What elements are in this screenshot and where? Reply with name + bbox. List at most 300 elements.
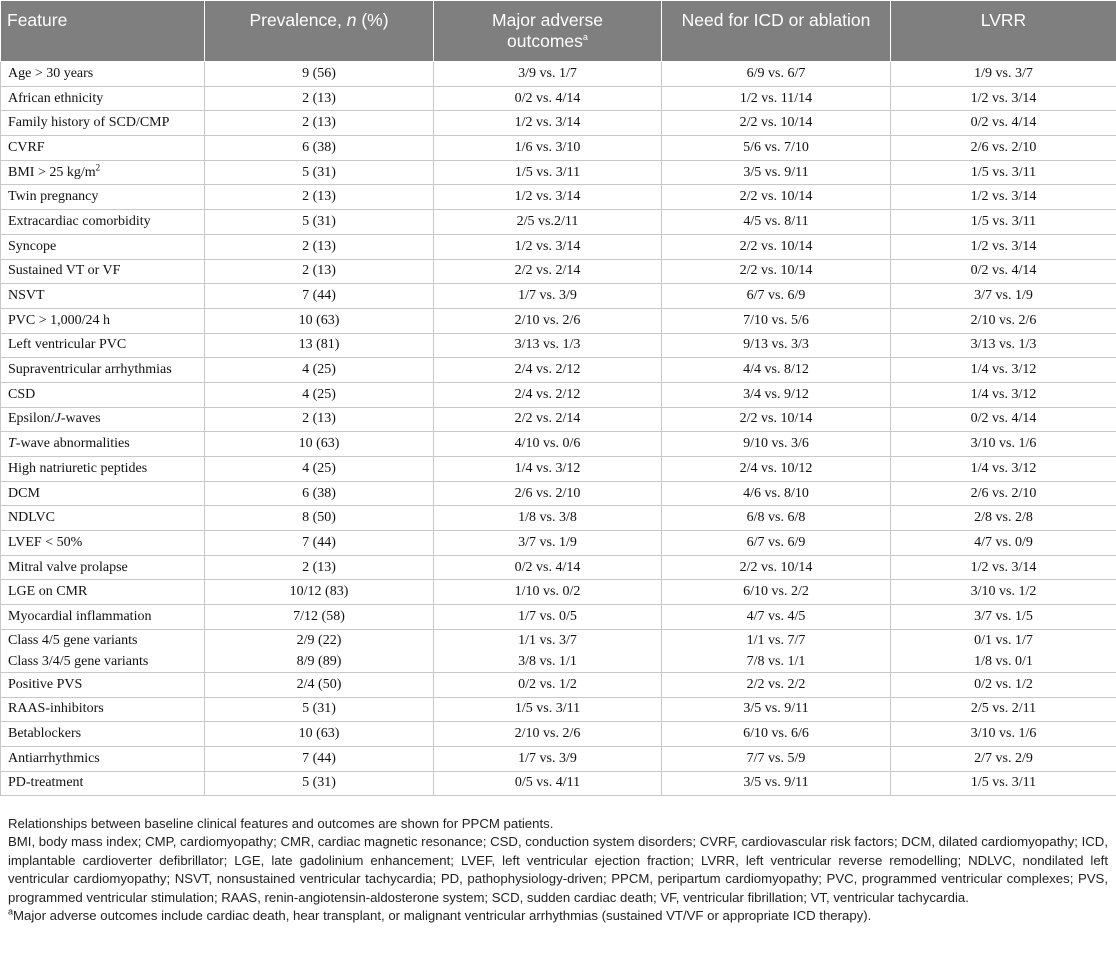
- cell-major-adverse-outcomes: [434, 333, 662, 358]
- cell-text: 1/5 vs. 3/11: [514, 701, 581, 717]
- cell-lvrr: [891, 481, 1116, 506]
- cell-text: Left ventricular PVC: [8, 337, 127, 353]
- cell-text: 2 (13): [302, 559, 336, 575]
- cell-text: 4/6 vs. 8/10: [743, 485, 809, 501]
- cell-icd-ablation: [662, 111, 891, 136]
- cell-feature: [1, 333, 205, 358]
- cell-text: 1/4 vs. 3/12: [514, 460, 581, 476]
- cell-major-adverse-outcomes: [434, 358, 662, 383]
- cell-lvrr: [891, 136, 1116, 161]
- cell-major-adverse-outcomes: [434, 382, 662, 407]
- cell-prevalence: [205, 160, 434, 185]
- cell-major-adverse-outcomes: [434, 432, 662, 457]
- cell-text: Supraventricular arrhythmias: [8, 362, 172, 378]
- cell-text-line2: Class 3/4/5 gene variants: [8, 653, 149, 669]
- cell-text: 9/13 vs. 3/3: [743, 337, 809, 353]
- cell-text: 1/4 vs. 3/12: [970, 386, 1037, 402]
- cell-text: 2/2 vs. 2/14: [514, 411, 581, 427]
- cell-text: 2/6 vs. 2/10: [970, 139, 1037, 155]
- cell-major-adverse-outcomes: [434, 580, 662, 605]
- header-lvrr-text: LVRR: [980, 10, 1027, 30]
- cell-text: 2/2 vs. 10/14: [739, 411, 813, 427]
- cell-major-adverse-outcomes: [434, 136, 662, 161]
- cell-superscript: 2: [95, 161, 101, 172]
- cell-lvrr: [891, 62, 1116, 87]
- cell-major-adverse-outcomes: [434, 555, 662, 580]
- cell-text: 5/6 vs. 7/10: [743, 139, 809, 155]
- cell-text: 4 (25): [302, 460, 336, 476]
- cell-lvrr: [891, 160, 1116, 185]
- cell-major-adverse-outcomes: [434, 234, 662, 259]
- cell-text: 4 (25): [302, 362, 336, 378]
- cell-prevalence: [205, 506, 434, 531]
- cell-text: 2/10 vs. 2/6: [514, 726, 581, 742]
- cell-lvrr: [891, 432, 1116, 457]
- table-row: [1, 746, 1116, 771]
- cell-text: 2/4 vs. 2/12: [514, 386, 581, 402]
- notes-abbreviations: BMI, body mass index; CMP, cardiomyopathy; CMR, cardiac magnetic resonance; CSD, conduction system disorders; CVRF, cardiovascular risk factors; DCM, dilated cardiomyopathy; ICD, implantable cardioverter defibrillator; LGE, late gadolinium enhancement; LVEF, left ventricular ejection fraction; LVRR, left ventricular reverse remodelling; NDLVC, nondilated left ventricular cardiomyopathy; NSVT, nonsustained ventricular tachycardia; PD, pathophysiology-driven; PPCM, peripartum cardiomyopathy; PVC, programmed ventricular complexes; PVS, programmed ventricular stimulation; RAAS, renin-angiotensin-aldosterone system; SCD, sudden cardiac death; VF, ventricular fibrillation; VT, ventricular tachycardia.: [8, 834, 1108, 905]
- cell-text: 10 (63): [298, 726, 340, 742]
- cell-text: 1/1 vs. 7/7: [746, 632, 806, 648]
- header-prevalence-n: n: [346, 10, 357, 30]
- cell-text: 0/2 vs. 4/14: [514, 90, 581, 106]
- cell-lvrr: [891, 185, 1116, 210]
- cell-text: 0/2 vs. 1/2: [974, 676, 1033, 692]
- cell-text: 5 (31): [302, 701, 336, 717]
- cell-text: Extracardiac comorbidity: [8, 213, 151, 229]
- cell-icd-ablation: [662, 210, 891, 235]
- cell-text: 3/13 vs. 1/3: [514, 337, 581, 353]
- table-row: [1, 580, 1116, 605]
- cell-text: 0/5 vs. 4/11: [514, 775, 581, 791]
- cell-lvrr: [891, 358, 1116, 383]
- cell-text-line2: 8/9 (89): [296, 653, 342, 669]
- cell-text: Antiarrhythmics: [8, 750, 100, 766]
- cell-text: 1/6 vs. 3/10: [514, 139, 581, 155]
- cell-feature: [1, 506, 205, 531]
- cell-feature: [1, 111, 205, 136]
- cell-feature: [1, 185, 205, 210]
- header-icd-text: Need for ICD or ablation: [681, 10, 871, 30]
- cell-icd-ablation: [662, 358, 891, 383]
- cell-text: Epsilon/: [8, 411, 55, 427]
- cell-major-adverse-outcomes: [434, 62, 662, 87]
- cell-text: 2 (13): [302, 115, 336, 131]
- cell-text: African ethnicity: [8, 90, 104, 106]
- cell-major-adverse-outcomes: [434, 210, 662, 235]
- table-row: [1, 407, 1116, 432]
- cell-text: 10/12 (83): [289, 584, 349, 600]
- cell-major-adverse-outcomes: [434, 746, 662, 771]
- cell-text: 4/7 vs. 4/5: [746, 608, 806, 624]
- cell-text: LVEF < 50%: [8, 534, 83, 550]
- cell-text: 2/4 vs. 10/12: [739, 460, 813, 476]
- header-icd-ablation: [662, 1, 891, 62]
- table-row: [1, 284, 1116, 309]
- cell-text: 2/5 vs. 2/11: [970, 701, 1037, 717]
- cell-text: 3/5 vs. 9/11: [743, 701, 809, 717]
- cell-text: 10 (63): [298, 312, 340, 328]
- cell-lvrr: [891, 605, 1116, 630]
- cell-text: 7/7 vs. 5/9: [746, 750, 806, 766]
- header-feature: [1, 1, 205, 62]
- table-row: [1, 62, 1116, 87]
- header-mao-line1: Major adverse: [492, 10, 603, 30]
- cell-text: 1/4 vs. 3/12: [970, 362, 1037, 378]
- cell-icd-ablation: [662, 407, 891, 432]
- cell-text: 1/2 vs. 3/14: [970, 559, 1037, 575]
- table-row: [1, 555, 1116, 580]
- cell-lvrr: [891, 506, 1116, 531]
- cell-lvrr: [891, 382, 1116, 407]
- cell-text-suffix: -wave abnormalities: [15, 436, 130, 452]
- cell-prevalence: [205, 432, 434, 457]
- cell-text: 2/7 vs. 2/9: [974, 750, 1033, 766]
- cell-text: 2/2 vs. 10/14: [739, 238, 813, 254]
- cell-text: 0/2 vs. 4/14: [970, 263, 1037, 279]
- header-mao-footnote-marker: a: [582, 32, 588, 43]
- cell-icd-ablation: [662, 746, 891, 771]
- cell-text: Class 4/5 gene variants: [8, 632, 138, 648]
- cell-text: 6/9 vs. 6/7: [746, 65, 806, 81]
- cell-text: 0/1 vs. 1/7: [974, 632, 1033, 648]
- cell-text: 6/8 vs. 6/8: [746, 510, 806, 526]
- table-row: [1, 358, 1116, 383]
- cell-text: 2 (13): [302, 411, 336, 427]
- cell-major-adverse-outcomes: [434, 531, 662, 556]
- cell-text: 1/8 vs. 3/8: [518, 510, 577, 526]
- cell-icd-ablation: [662, 457, 891, 482]
- cell-text: 4 (25): [302, 386, 336, 402]
- cell-prevalence: [205, 746, 434, 771]
- cell-prevalence: [205, 531, 434, 556]
- cell-major-adverse-outcomes: [434, 506, 662, 531]
- cell-feature: [1, 672, 205, 697]
- cell-text: 4/7 vs. 0/9: [974, 534, 1033, 550]
- cell-lvrr: [891, 531, 1116, 556]
- cell-text: 2/6 vs. 2/10: [514, 485, 581, 501]
- cell-text: 0/2 vs. 1/2: [518, 676, 577, 692]
- table-row: [1, 629, 1116, 672]
- cell-lvrr: [891, 697, 1116, 722]
- cell-text: Betablockers: [8, 726, 82, 742]
- cell-feature: [1, 284, 205, 309]
- cell-prevalence: [205, 580, 434, 605]
- cell-text: 5 (31): [302, 775, 336, 791]
- table-row: [1, 259, 1116, 284]
- cell-icd-ablation: [662, 771, 891, 796]
- cell-icd-ablation: [662, 308, 891, 333]
- cell-feature: [1, 259, 205, 284]
- cell-text: CVRF: [8, 139, 45, 155]
- table-row: [1, 136, 1116, 161]
- cell-prevalence: [205, 284, 434, 309]
- table-row: [1, 672, 1116, 697]
- table-row: [1, 185, 1116, 210]
- cell-text: 2/2 vs. 2/2: [746, 676, 806, 692]
- header-feature-text: Feature: [7, 10, 68, 30]
- cell-prevalence: [205, 185, 434, 210]
- cell-text: 3/7 vs. 1/9: [974, 288, 1033, 304]
- cell-feature: [1, 697, 205, 722]
- cell-text: 1/2 vs. 3/14: [970, 90, 1037, 106]
- cell-text: 1/2 vs. 3/14: [970, 189, 1037, 205]
- cell-text: Family history of SCD/CMP: [8, 115, 170, 131]
- cell-text: 2 (13): [302, 238, 336, 254]
- cell-text: 1/2 vs. 3/14: [514, 238, 581, 254]
- cell-italic-text: T: [8, 436, 16, 452]
- cell-feature: [1, 722, 205, 747]
- table-row: [1, 234, 1116, 259]
- cell-text: DCM: [8, 485, 40, 501]
- header-prevalence: [205, 1, 434, 62]
- cell-icd-ablation: [662, 580, 891, 605]
- cell-text: 2/9 (22): [296, 632, 342, 648]
- cell-icd-ablation: [662, 432, 891, 457]
- cell-text-suffix: -waves: [60, 411, 101, 427]
- cell-text: Twin pregnancy: [8, 189, 99, 205]
- cell-text: 0/2 vs. 4/14: [970, 411, 1037, 427]
- cell-text: 3/9 vs. 1/7: [518, 65, 577, 81]
- cell-text: 1/2 vs. 3/14: [970, 238, 1037, 254]
- cell-text: 2/4 vs. 2/12: [514, 362, 581, 378]
- header-lvrr: [891, 1, 1116, 62]
- cell-prevalence: [205, 210, 434, 235]
- notes-footnote-paragraph: [8, 907, 1108, 925]
- cell-major-adverse-outcomes: [434, 672, 662, 697]
- cell-text: 6/7 vs. 6/9: [746, 288, 806, 304]
- cell-major-adverse-outcomes: [434, 160, 662, 185]
- cell-major-adverse-outcomes: [434, 407, 662, 432]
- cell-text: 13 (81): [298, 337, 340, 353]
- cell-lvrr: [891, 111, 1116, 136]
- cell-text: 4/5 vs. 8/11: [743, 213, 809, 229]
- cell-text: 2/2 vs. 10/14: [739, 559, 813, 575]
- cell-feature: [1, 358, 205, 383]
- table-row: [1, 432, 1116, 457]
- cell-text: 6 (38): [302, 139, 336, 155]
- table-row: [1, 86, 1116, 111]
- cell-major-adverse-outcomes: [434, 481, 662, 506]
- cell-text: RAAS-inhibitors: [8, 701, 104, 717]
- cell-prevalence: [205, 481, 434, 506]
- cell-text: 1/7 vs. 0/5: [518, 608, 577, 624]
- cell-text: Age > 30 years: [8, 65, 94, 81]
- cell-text: 2/2 vs. 10/14: [739, 115, 813, 131]
- cell-text: 6 (38): [302, 485, 336, 501]
- cell-text: 7 (44): [302, 288, 336, 304]
- cell-prevalence: [205, 555, 434, 580]
- cell-lvrr: [891, 284, 1116, 309]
- cell-icd-ablation: [662, 185, 891, 210]
- cell-text: Syncope: [8, 238, 57, 254]
- cell-feature: [1, 432, 205, 457]
- cell-lvrr: [891, 746, 1116, 771]
- cell-text: Sustained VT or VF: [8, 263, 121, 279]
- cell-icd-ablation: [662, 506, 891, 531]
- cell-text: 3/10 vs. 1/6: [970, 436, 1037, 452]
- cell-text: 1/2 vs. 11/14: [739, 90, 813, 106]
- cell-text: PD-treatment: [8, 775, 84, 791]
- cell-prevalence: [205, 308, 434, 333]
- cell-text: 1/10 vs. 0/2: [514, 584, 581, 600]
- cell-text: 6/7 vs. 6/9: [746, 534, 806, 550]
- cell-feature: [1, 86, 205, 111]
- cell-icd-ablation: [662, 697, 891, 722]
- header-mao-line2: outcomes: [507, 31, 583, 51]
- cell-text: 1/4 vs. 3/12: [970, 460, 1037, 476]
- cell-text: 2/2 vs. 2/14: [514, 263, 581, 279]
- cell-italic-text: J: [54, 411, 61, 427]
- cell-feature: [1, 746, 205, 771]
- table-row: [1, 333, 1116, 358]
- cell-text: 1/5 vs. 3/11: [514, 164, 581, 180]
- cell-lvrr: [891, 555, 1116, 580]
- cell-text: 0/2 vs. 4/14: [970, 115, 1037, 131]
- cell-lvrr: [891, 259, 1116, 284]
- cell-text: Positive PVS: [8, 676, 83, 692]
- cell-text: 3/13 vs. 1/3: [970, 337, 1037, 353]
- cell-text: 2/8 vs. 2/8: [974, 510, 1033, 526]
- cell-major-adverse-outcomes: [434, 722, 662, 747]
- cell-text: 3/7 vs. 1/9: [518, 534, 577, 550]
- cell-icd-ablation: [662, 259, 891, 284]
- cell-text: NDLVC: [8, 510, 55, 526]
- cell-text: 5 (31): [302, 213, 336, 229]
- notes-summary: Relationships between baseline clinical features and outcomes are shown for PPCM patients.: [8, 816, 554, 831]
- table-row: [1, 531, 1116, 556]
- cell-text: 7/12 (58): [293, 608, 345, 624]
- header-prevalence-unit: (%): [356, 10, 389, 30]
- cell-prevalence: [205, 722, 434, 747]
- cell-text: 0/2 vs. 4/14: [514, 559, 581, 575]
- cell-lvrr: [891, 771, 1116, 796]
- cell-icd-ablation: [662, 62, 891, 87]
- cell-text: 1/2 vs. 3/14: [514, 115, 581, 131]
- cell-major-adverse-outcomes: [434, 284, 662, 309]
- cell-prevalence: [205, 136, 434, 161]
- cell-text: 2/10 vs. 2/6: [970, 312, 1037, 328]
- cell-prevalence: [205, 697, 434, 722]
- cell-lvrr: [891, 308, 1116, 333]
- cell-lvrr: [891, 672, 1116, 697]
- cell-text: 5 (31): [302, 164, 336, 180]
- cell-major-adverse-outcomes: [434, 86, 662, 111]
- cell-major-adverse-outcomes: [434, 308, 662, 333]
- cell-text: Mitral valve prolapse: [8, 559, 128, 575]
- cell-text: 8 (50): [302, 510, 336, 526]
- cell-icd-ablation: [662, 284, 891, 309]
- cell-text: 9 (56): [302, 65, 336, 81]
- cell-prevalence: [205, 358, 434, 383]
- cell-text: 3/4 vs. 9/12: [743, 386, 809, 402]
- cell-major-adverse-outcomes: [434, 457, 662, 482]
- cell-feature: [1, 771, 205, 796]
- cell-text: High natriuretic peptides: [8, 460, 148, 476]
- cell-lvrr: [891, 210, 1116, 235]
- cell-text-line2: 1/8 vs. 0/1: [974, 653, 1033, 669]
- cell-text: 2/6 vs. 2/10: [970, 485, 1037, 501]
- cell-text: 1/5 vs. 3/11: [970, 164, 1037, 180]
- cell-text: 1/5 vs. 3/11: [970, 775, 1037, 791]
- cell-lvrr: [891, 234, 1116, 259]
- cell-major-adverse-outcomes: [434, 697, 662, 722]
- cell-feature: [1, 580, 205, 605]
- cell-text: 1/9 vs. 3/7: [974, 65, 1033, 81]
- cell-major-adverse-outcomes: [434, 629, 662, 672]
- cell-text: 3/5 vs. 9/11: [743, 164, 809, 180]
- cell-lvrr: [891, 86, 1116, 111]
- cell-text: CSD: [8, 386, 36, 402]
- cell-text: 2 (13): [302, 263, 336, 279]
- cell-icd-ablation: [662, 234, 891, 259]
- cell-text: 3/5 vs. 9/11: [743, 775, 809, 791]
- cell-prevalence: [205, 234, 434, 259]
- cell-icd-ablation: [662, 160, 891, 185]
- cell-prevalence: [205, 672, 434, 697]
- cell-text: 9/10 vs. 3/6: [743, 436, 809, 452]
- table-row: [1, 111, 1116, 136]
- cell-text-line2: 3/8 vs. 1/1: [518, 653, 577, 669]
- cell-feature: [1, 481, 205, 506]
- cell-prevalence: [205, 382, 434, 407]
- cell-feature: [1, 62, 205, 87]
- cell-text: 10 (63): [298, 436, 340, 452]
- cell-feature: [1, 555, 205, 580]
- cell-text: 2 (13): [302, 90, 336, 106]
- cell-feature: [1, 629, 205, 672]
- cell-icd-ablation: [662, 481, 891, 506]
- cell-prevalence: [205, 111, 434, 136]
- cell-text: 2/2 vs. 10/14: [739, 189, 813, 205]
- cell-text: 2/10 vs. 2/6: [514, 312, 581, 328]
- cell-text: 2/2 vs. 10/14: [739, 263, 813, 279]
- cell-text: LGE on CMR: [8, 584, 88, 600]
- table-row: [1, 160, 1116, 185]
- table-row: [1, 771, 1116, 796]
- cell-major-adverse-outcomes: [434, 185, 662, 210]
- cell-feature: [1, 605, 205, 630]
- cell-prevalence: [205, 62, 434, 87]
- table-row: [1, 506, 1116, 531]
- cell-feature: [1, 136, 205, 161]
- cell-text: BMI > 25 kg/m: [8, 164, 96, 180]
- cell-text: 4/10 vs. 0/6: [514, 436, 581, 452]
- cell-text: 1/2 vs. 3/14: [514, 189, 581, 205]
- cell-lvrr: [891, 722, 1116, 747]
- cell-feature: [1, 210, 205, 235]
- cell-text: 2/4 (50): [296, 676, 342, 692]
- table-notes: [8, 815, 1108, 925]
- table-row: [1, 722, 1116, 747]
- cell-feature: [1, 234, 205, 259]
- cell-lvrr: [891, 580, 1116, 605]
- cell-text: 2/5 vs.2/11: [516, 213, 579, 229]
- table-body: [1, 62, 1116, 796]
- cell-major-adverse-outcomes: [434, 771, 662, 796]
- footnote-marker: a: [8, 906, 14, 917]
- cell-major-adverse-outcomes: [434, 605, 662, 630]
- cell-prevalence: [205, 771, 434, 796]
- cell-text: 1/7 vs. 3/9: [518, 288, 577, 304]
- cell-prevalence: [205, 333, 434, 358]
- cell-prevalence: [205, 86, 434, 111]
- cell-prevalence: [205, 259, 434, 284]
- cell-text: 7/10 vs. 5/6: [743, 312, 809, 328]
- header-major-adverse-outcomes: [434, 1, 662, 62]
- cell-feature: [1, 457, 205, 482]
- cell-icd-ablation: [662, 531, 891, 556]
